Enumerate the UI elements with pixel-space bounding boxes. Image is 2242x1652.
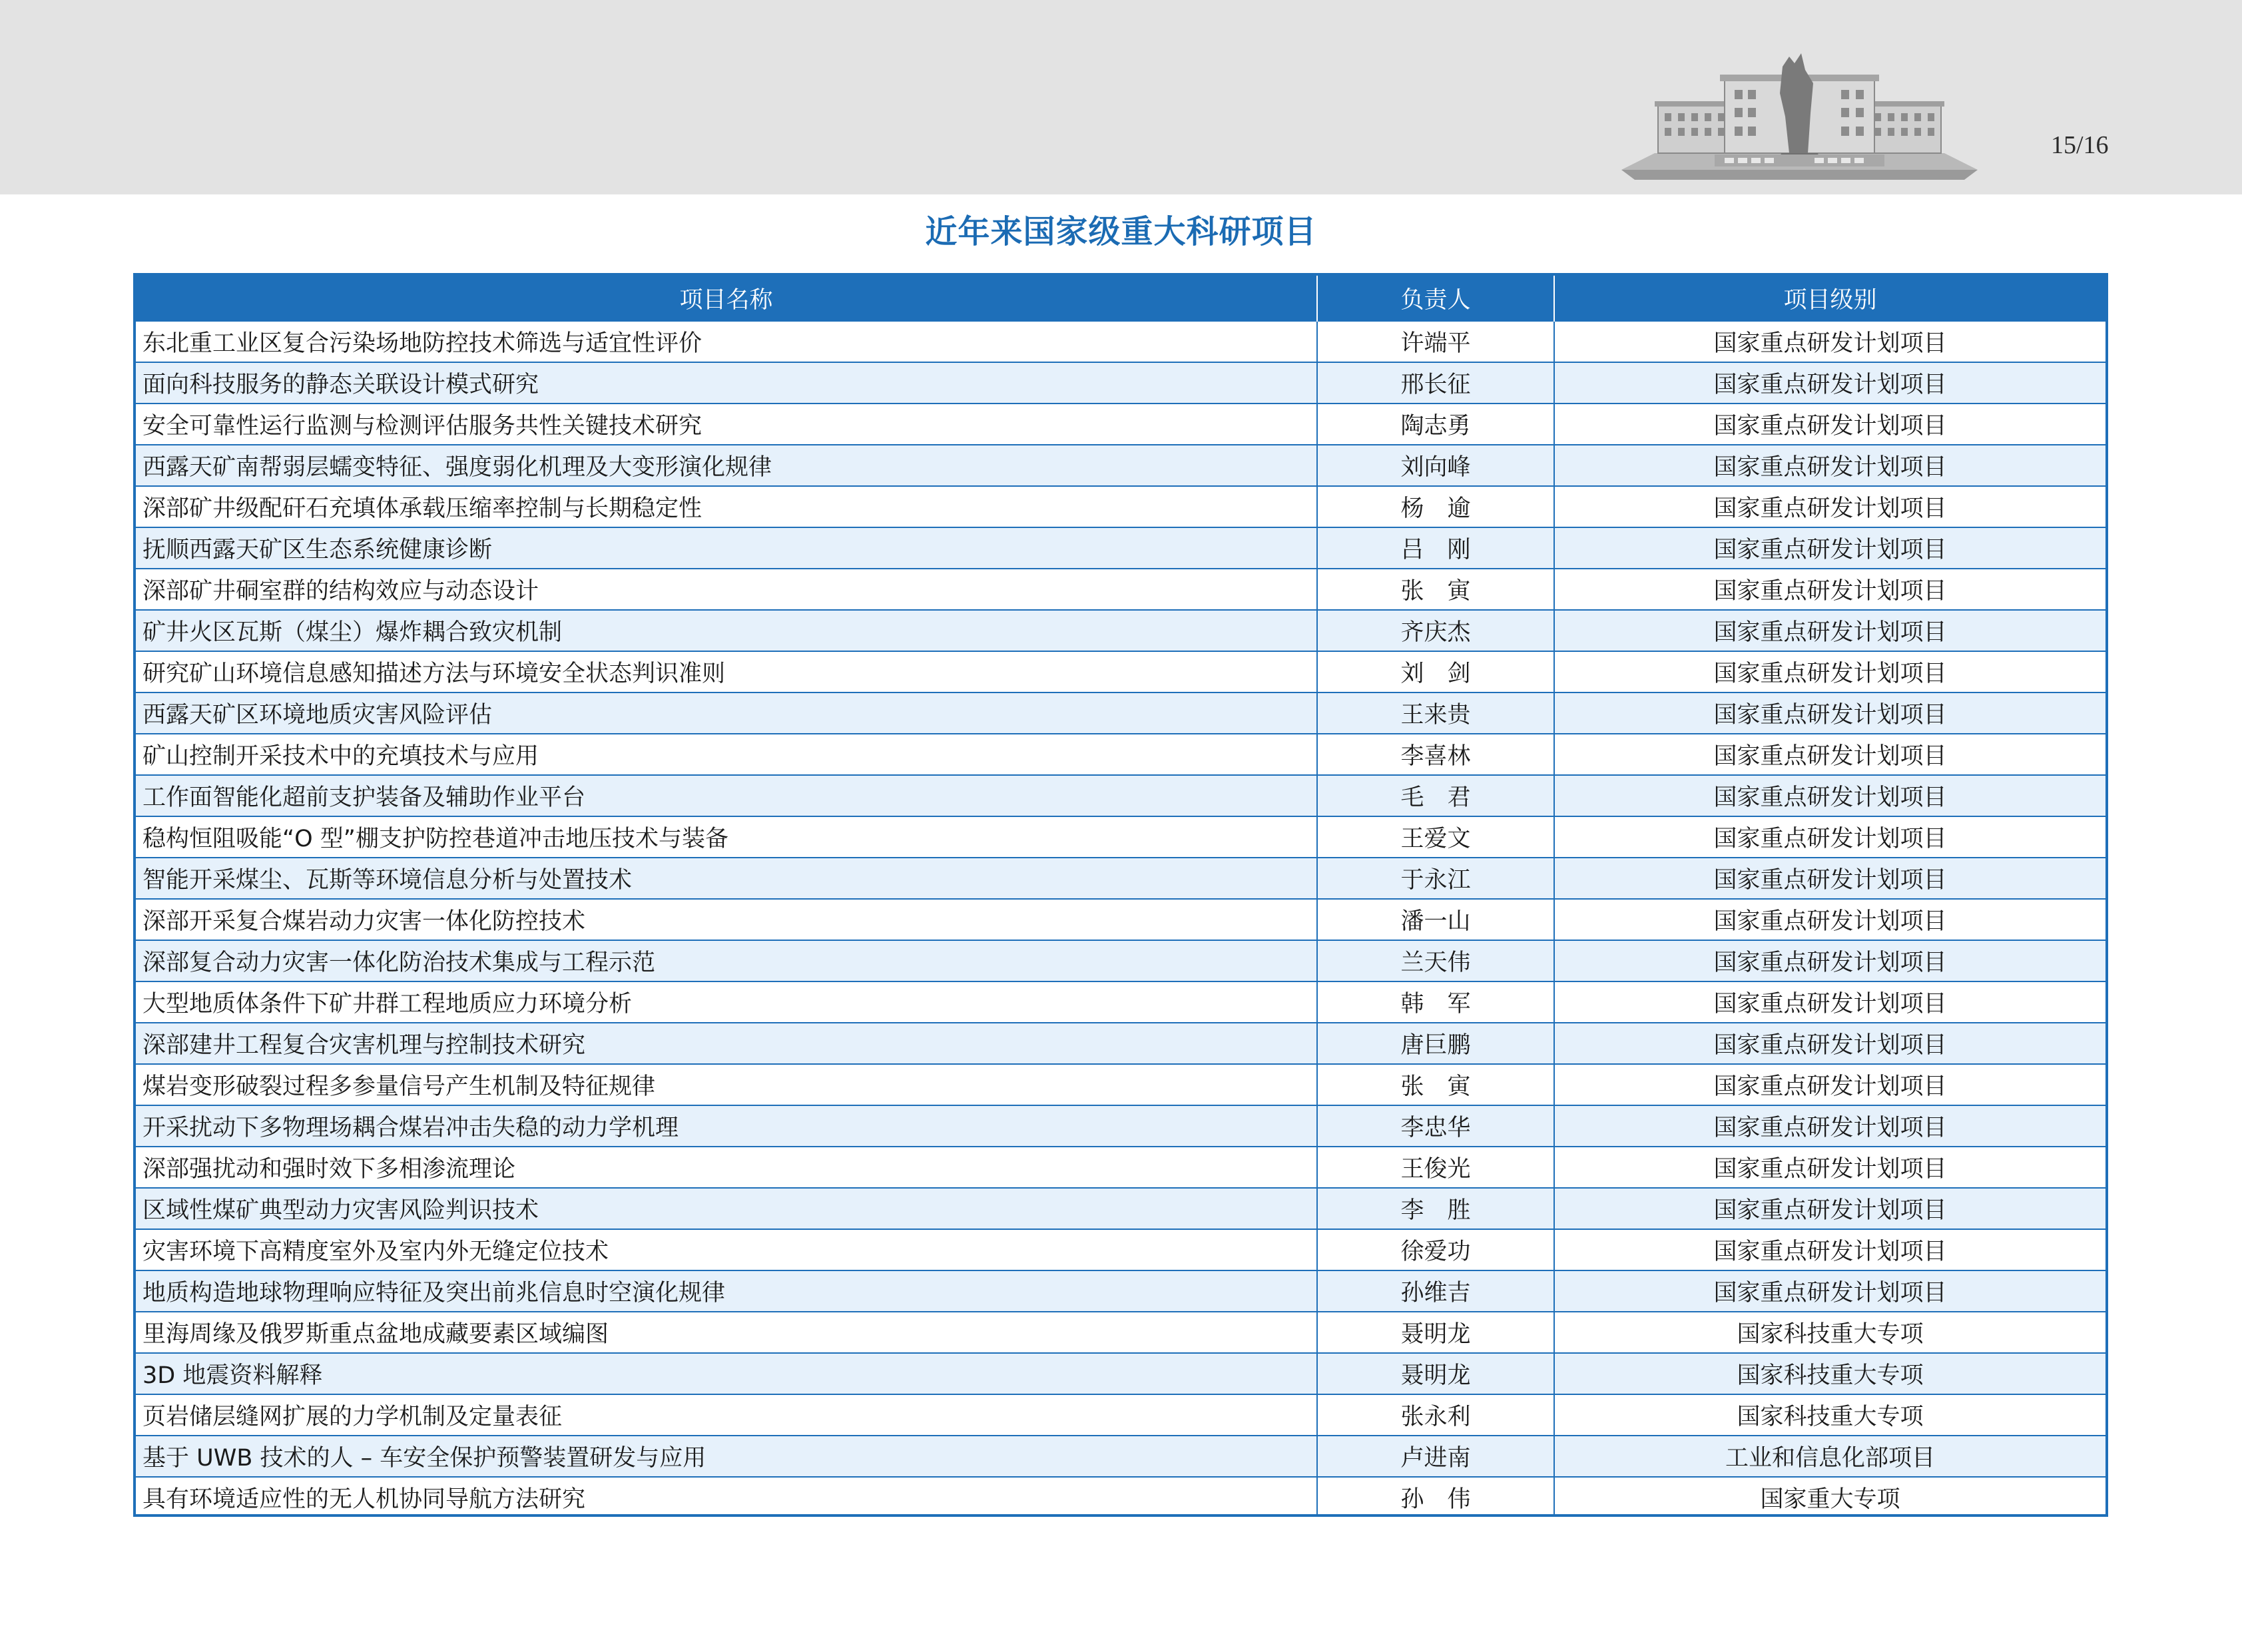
project-leader: 毛 君 [1317, 775, 1554, 816]
project-name: 稳构恒阻吸能“O 型”棚支护防控巷道冲击地压技术与装备 [136, 816, 1317, 858]
table-row [136, 1270, 2105, 1312]
table-row [136, 1229, 2105, 1270]
university-building-logo [1615, 53, 1984, 180]
project-level: 国家重点研发计划项目 [1554, 981, 2105, 1023]
project-level: 国家重点研发计划项目 [1554, 734, 2105, 775]
project-level: 国家重点研发计划项目 [1554, 486, 2105, 527]
project-name: 煤岩变形破裂过程多参量信号产生机制及特征规律 [136, 1064, 1317, 1105]
project-leader: 刘 剑 [1317, 651, 1554, 692]
project-leader: 王来贵 [1317, 692, 1554, 734]
project-level: 国家重点研发计划项目 [1554, 445, 2105, 486]
project-level: 国家科技重大专项 [1554, 1353, 2105, 1394]
table-row [136, 651, 2105, 692]
project-leader: 杨 逾 [1317, 486, 1554, 527]
project-name: 研究矿山环境信息感知描述方法与环境安全状态判识准则 [136, 651, 1317, 692]
project-name: 大型地质体条件下矿井群工程地质应力环境分析 [136, 981, 1317, 1023]
project-level: 国家重点研发计划项目 [1554, 527, 2105, 569]
project-name: 深部建井工程复合灾害机理与控制技术研究 [136, 1023, 1317, 1064]
project-leader: 吕 刚 [1317, 527, 1554, 569]
project-name: 东北重工业区复合污染场地防控技术筛选与适宜性评价 [136, 321, 1317, 362]
project-level: 国家重点研发计划项目 [1554, 404, 2105, 445]
projects-table [133, 273, 2108, 1517]
project-level: 国家科技重大专项 [1554, 1312, 2105, 1353]
table-row [136, 404, 2105, 445]
table-row [136, 1105, 2105, 1147]
project-level: 国家重点研发计划项目 [1554, 610, 2105, 651]
table-row [136, 940, 2105, 981]
project-leader: 徐爱功 [1317, 1229, 1554, 1270]
table-row [136, 816, 2105, 858]
project-name: 深部矿井硐室群的结构效应与动态设计 [136, 569, 1317, 610]
project-name: 基于 UWB 技术的人 – 车安全保护预警装置研发与应用 [136, 1436, 1317, 1477]
project-name: 灾害环境下高精度室外及室内外无缝定位技术 [136, 1229, 1317, 1270]
table-row [136, 1436, 2105, 1477]
project-name: 页岩储层缝网扩展的力学机制及定量表征 [136, 1394, 1317, 1436]
project-leader: 潘一山 [1317, 899, 1554, 940]
project-leader: 张 寅 [1317, 569, 1554, 610]
project-level: 国家重点研发计划项目 [1554, 1147, 2105, 1188]
project-level: 国家重点研发计划项目 [1554, 899, 2105, 940]
project-leader: 王俊光 [1317, 1147, 1554, 1188]
project-leader: 聂明龙 [1317, 1353, 1554, 1394]
project-leader: 李 胜 [1317, 1188, 1554, 1229]
project-level: 国家重点研发计划项目 [1554, 1105, 2105, 1147]
project-level: 国家重点研发计划项目 [1554, 1023, 2105, 1064]
table-row [136, 321, 2105, 362]
project-level: 国家重点研发计划项目 [1554, 1188, 2105, 1229]
page-number: 15/16 [2051, 131, 2109, 159]
project-leader: 刘向峰 [1317, 445, 1554, 486]
table-row [136, 692, 2105, 734]
project-name: 矿井火区瓦斯（煤尘）爆炸耦合致灾机制 [136, 610, 1317, 651]
project-leader: 李忠华 [1317, 1105, 1554, 1147]
project-leader: 齐庆杰 [1317, 610, 1554, 651]
project-name: 深部开采复合煤岩动力灾害一体化防控技术 [136, 899, 1317, 940]
table-row [136, 527, 2105, 569]
table-row [136, 1353, 2105, 1394]
project-name: 开采扰动下多物理场耦合煤岩冲击失稳的动力学机理 [136, 1105, 1317, 1147]
project-name: 抚顺西露天矿区生态系统健康诊断 [136, 527, 1317, 569]
project-leader: 韩 军 [1317, 981, 1554, 1023]
project-level: 工业和信息化部项目 [1554, 1436, 2105, 1477]
project-leader: 唐巨鹏 [1317, 1023, 1554, 1064]
project-level: 国家重点研发计划项目 [1554, 569, 2105, 610]
table-row [136, 1477, 2105, 1517]
table-row [136, 362, 2105, 404]
project-name: 面向科技服务的静态关联设计模式研究 [136, 362, 1317, 404]
table-row [136, 1312, 2105, 1353]
table-row [136, 1023, 2105, 1064]
table-row [136, 486, 2105, 527]
project-level: 国家重点研发计划项目 [1554, 692, 2105, 734]
project-leader: 于永江 [1317, 858, 1554, 899]
table-row [136, 445, 2105, 486]
project-name: 区域性煤矿典型动力灾害风险判识技术 [136, 1188, 1317, 1229]
table-row [136, 858, 2105, 899]
project-leader: 兰天伟 [1317, 940, 1554, 981]
project-leader: 王爱文 [1317, 816, 1554, 858]
project-name: 智能开采煤尘、瓦斯等环境信息分析与处置技术 [136, 858, 1317, 899]
project-leader: 孙维吉 [1317, 1270, 1554, 1312]
project-name: 安全可靠性运行监测与检测评估服务共性关键技术研究 [136, 404, 1317, 445]
project-level: 国家重点研发计划项目 [1554, 1270, 2105, 1312]
project-level: 国家重点研发计划项目 [1554, 858, 2105, 899]
project-leader: 卢进南 [1317, 1436, 1554, 1477]
project-leader: 陶志勇 [1317, 404, 1554, 445]
project-level: 国家重点研发计划项目 [1554, 321, 2105, 362]
project-name: 矿山控制开采技术中的充填技术与应用 [136, 734, 1317, 775]
project-level: 国家重大专项 [1554, 1477, 2105, 1517]
project-level: 国家重点研发计划项目 [1554, 362, 2105, 404]
project-level: 国家重点研发计划项目 [1554, 775, 2105, 816]
project-name: 工作面智能化超前支护装备及辅助作业平台 [136, 775, 1317, 816]
project-level: 国家科技重大专项 [1554, 1394, 2105, 1436]
header-project-level: 项目级别 [1554, 276, 2105, 321]
project-level: 国家重点研发计划项目 [1554, 1229, 2105, 1270]
table-row [136, 1394, 2105, 1436]
project-leader: 张 寅 [1317, 1064, 1554, 1105]
project-name: 里海周缘及俄罗斯重点盆地成藏要素区域编图 [136, 1312, 1317, 1353]
table-row [136, 981, 2105, 1023]
project-level: 国家重点研发计划项目 [1554, 1064, 2105, 1105]
project-name: 具有环境适应性的无人机协同导航方法研究 [136, 1477, 1317, 1517]
table-row [136, 1064, 2105, 1105]
header-project-name: 项目名称 [136, 276, 1317, 321]
project-name: 3D 地震资料解释 [136, 1353, 1317, 1394]
table-row [136, 775, 2105, 816]
project-name: 深部复合动力灾害一体化防治技术集成与工程示范 [136, 940, 1317, 981]
table-row [136, 1188, 2105, 1229]
project-leader: 许端平 [1317, 321, 1554, 362]
project-level: 国家重点研发计划项目 [1554, 816, 2105, 858]
project-leader: 孙 伟 [1317, 1477, 1554, 1517]
table-row [136, 1147, 2105, 1188]
table-header-row [136, 276, 2105, 321]
project-level: 国家重点研发计划项目 [1554, 940, 2105, 981]
table-row [136, 899, 2105, 940]
project-name: 地质构造地球物理响应特征及突出前兆信息时空演化规律 [136, 1270, 1317, 1312]
project-leader: 邢长征 [1317, 362, 1554, 404]
project-name: 深部强扰动和强时效下多相渗流理论 [136, 1147, 1317, 1188]
table-row [136, 569, 2105, 610]
project-name: 西露天矿区环境地质灾害风险评估 [136, 692, 1317, 734]
project-leader: 张永利 [1317, 1394, 1554, 1436]
header-leader: 负责人 [1317, 276, 1554, 321]
page-title: 近年来国家级重大科研项目 [925, 213, 1317, 250]
project-leader: 聂明龙 [1317, 1312, 1554, 1353]
project-level: 国家重点研发计划项目 [1554, 651, 2105, 692]
project-name: 深部矿井级配矸石充填体承载压缩率控制与长期稳定性 [136, 486, 1317, 527]
project-name: 西露天矿南帮弱层蠕变特征、强度弱化机理及大变形演化规律 [136, 445, 1317, 486]
table-row [136, 610, 2105, 651]
table-row [136, 734, 2105, 775]
project-leader: 李喜林 [1317, 734, 1554, 775]
